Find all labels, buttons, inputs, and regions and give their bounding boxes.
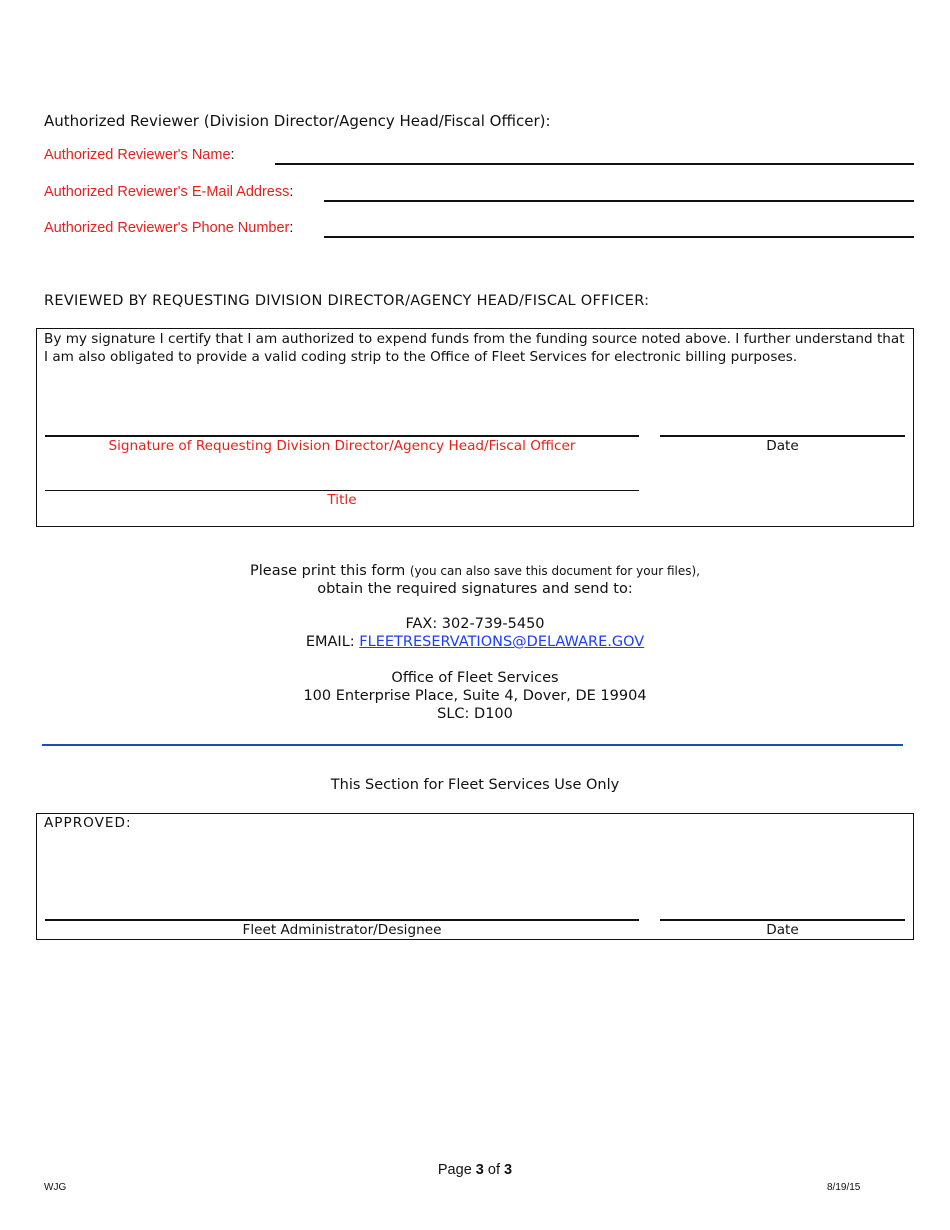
fleet-section-heading: This Section for Fleet Services Use Only (330, 777, 620, 793)
email-link[interactable]: FLEETRESERVATIONS@DELAWARE.GOV (359, 634, 645, 650)
reviewer-name-label-row (44, 147, 235, 163)
signature-line[interactable] (45, 435, 639, 437)
certification-statement: By my signature I certify that I am authorized to expend funds from the funding source noted above. I further understand that I am also obligated to provide a valid coding strip to the Office of Fleet Services for electronic billing purposes. (44, 331, 905, 365)
signature-date-label: Date (766, 438, 799, 454)
reviewer-email-field[interactable] (324, 200, 914, 202)
email-row (0, 634, 950, 650)
approval-date-label: Date (766, 922, 799, 938)
title-line[interactable] (45, 490, 639, 491)
page-of: of (483, 1162, 505, 1178)
reviewer-name-field[interactable] (275, 163, 914, 165)
print-note: (you can also save this document for your files), (409, 564, 700, 578)
title-label: Title (327, 492, 357, 508)
reviewer-email-label: Authorized Reviewer's E-Mail Address (44, 184, 290, 200)
office-slc: SLC: D100 (437, 706, 513, 722)
obtain-instruction: obtain the required signatures and send to: (317, 581, 633, 597)
certification-box (36, 328, 914, 527)
reviewer-phone-label: Authorized Reviewer's Phone Number (44, 220, 290, 236)
page-current: 3 (475, 1162, 484, 1178)
page-prefix: Page (437, 1162, 476, 1178)
email-label: EMAIL: (305, 634, 360, 650)
footer-date: 8/19/15 (827, 1182, 861, 1193)
admin-label: Fleet Administrator/Designee (242, 922, 442, 938)
reviewer-name-colon: : (230, 147, 235, 163)
reviewer-heading: Authorized Reviewer (Division Director/Agency Head/Fiscal Officer): (44, 112, 551, 130)
reviewer-phone-field[interactable] (324, 236, 914, 238)
reviewer-email-colon: : (289, 184, 294, 200)
section-divider (42, 744, 903, 746)
reviewer-email-label-row (44, 184, 293, 200)
reviewer-phone-label-row (44, 220, 293, 236)
footer-initials: WJG (44, 1182, 67, 1193)
office-name: Office of Fleet Services (391, 670, 559, 686)
approval-box (36, 813, 914, 940)
page-total: 3 (504, 1162, 513, 1178)
reviewed-heading: REVIEWED BY REQUESTING DIVISION DIRECTOR/AGENCY HEAD/FISCAL OFFICER: (44, 293, 650, 309)
signature-label: Signature of Requesting Division Director/Agency Head/Fiscal Officer (108, 438, 576, 454)
signature-date-line[interactable] (660, 435, 905, 437)
print-instruction (0, 563, 950, 579)
reviewer-name-label: Authorized Reviewer's Name (44, 147, 231, 163)
approved-label: APPROVED: (44, 815, 132, 831)
reviewer-phone-colon: : (289, 220, 294, 236)
office-address: 100 Enterprise Place, Suite 4, Dover, DE 19904 (303, 688, 647, 704)
approval-date-line[interactable] (660, 919, 905, 921)
print-main: Please print this form (250, 563, 406, 579)
admin-signature-line[interactable] (45, 919, 639, 921)
page-number (0, 1162, 950, 1178)
fax-number: FAX: 302-739-5450 (405, 616, 545, 632)
